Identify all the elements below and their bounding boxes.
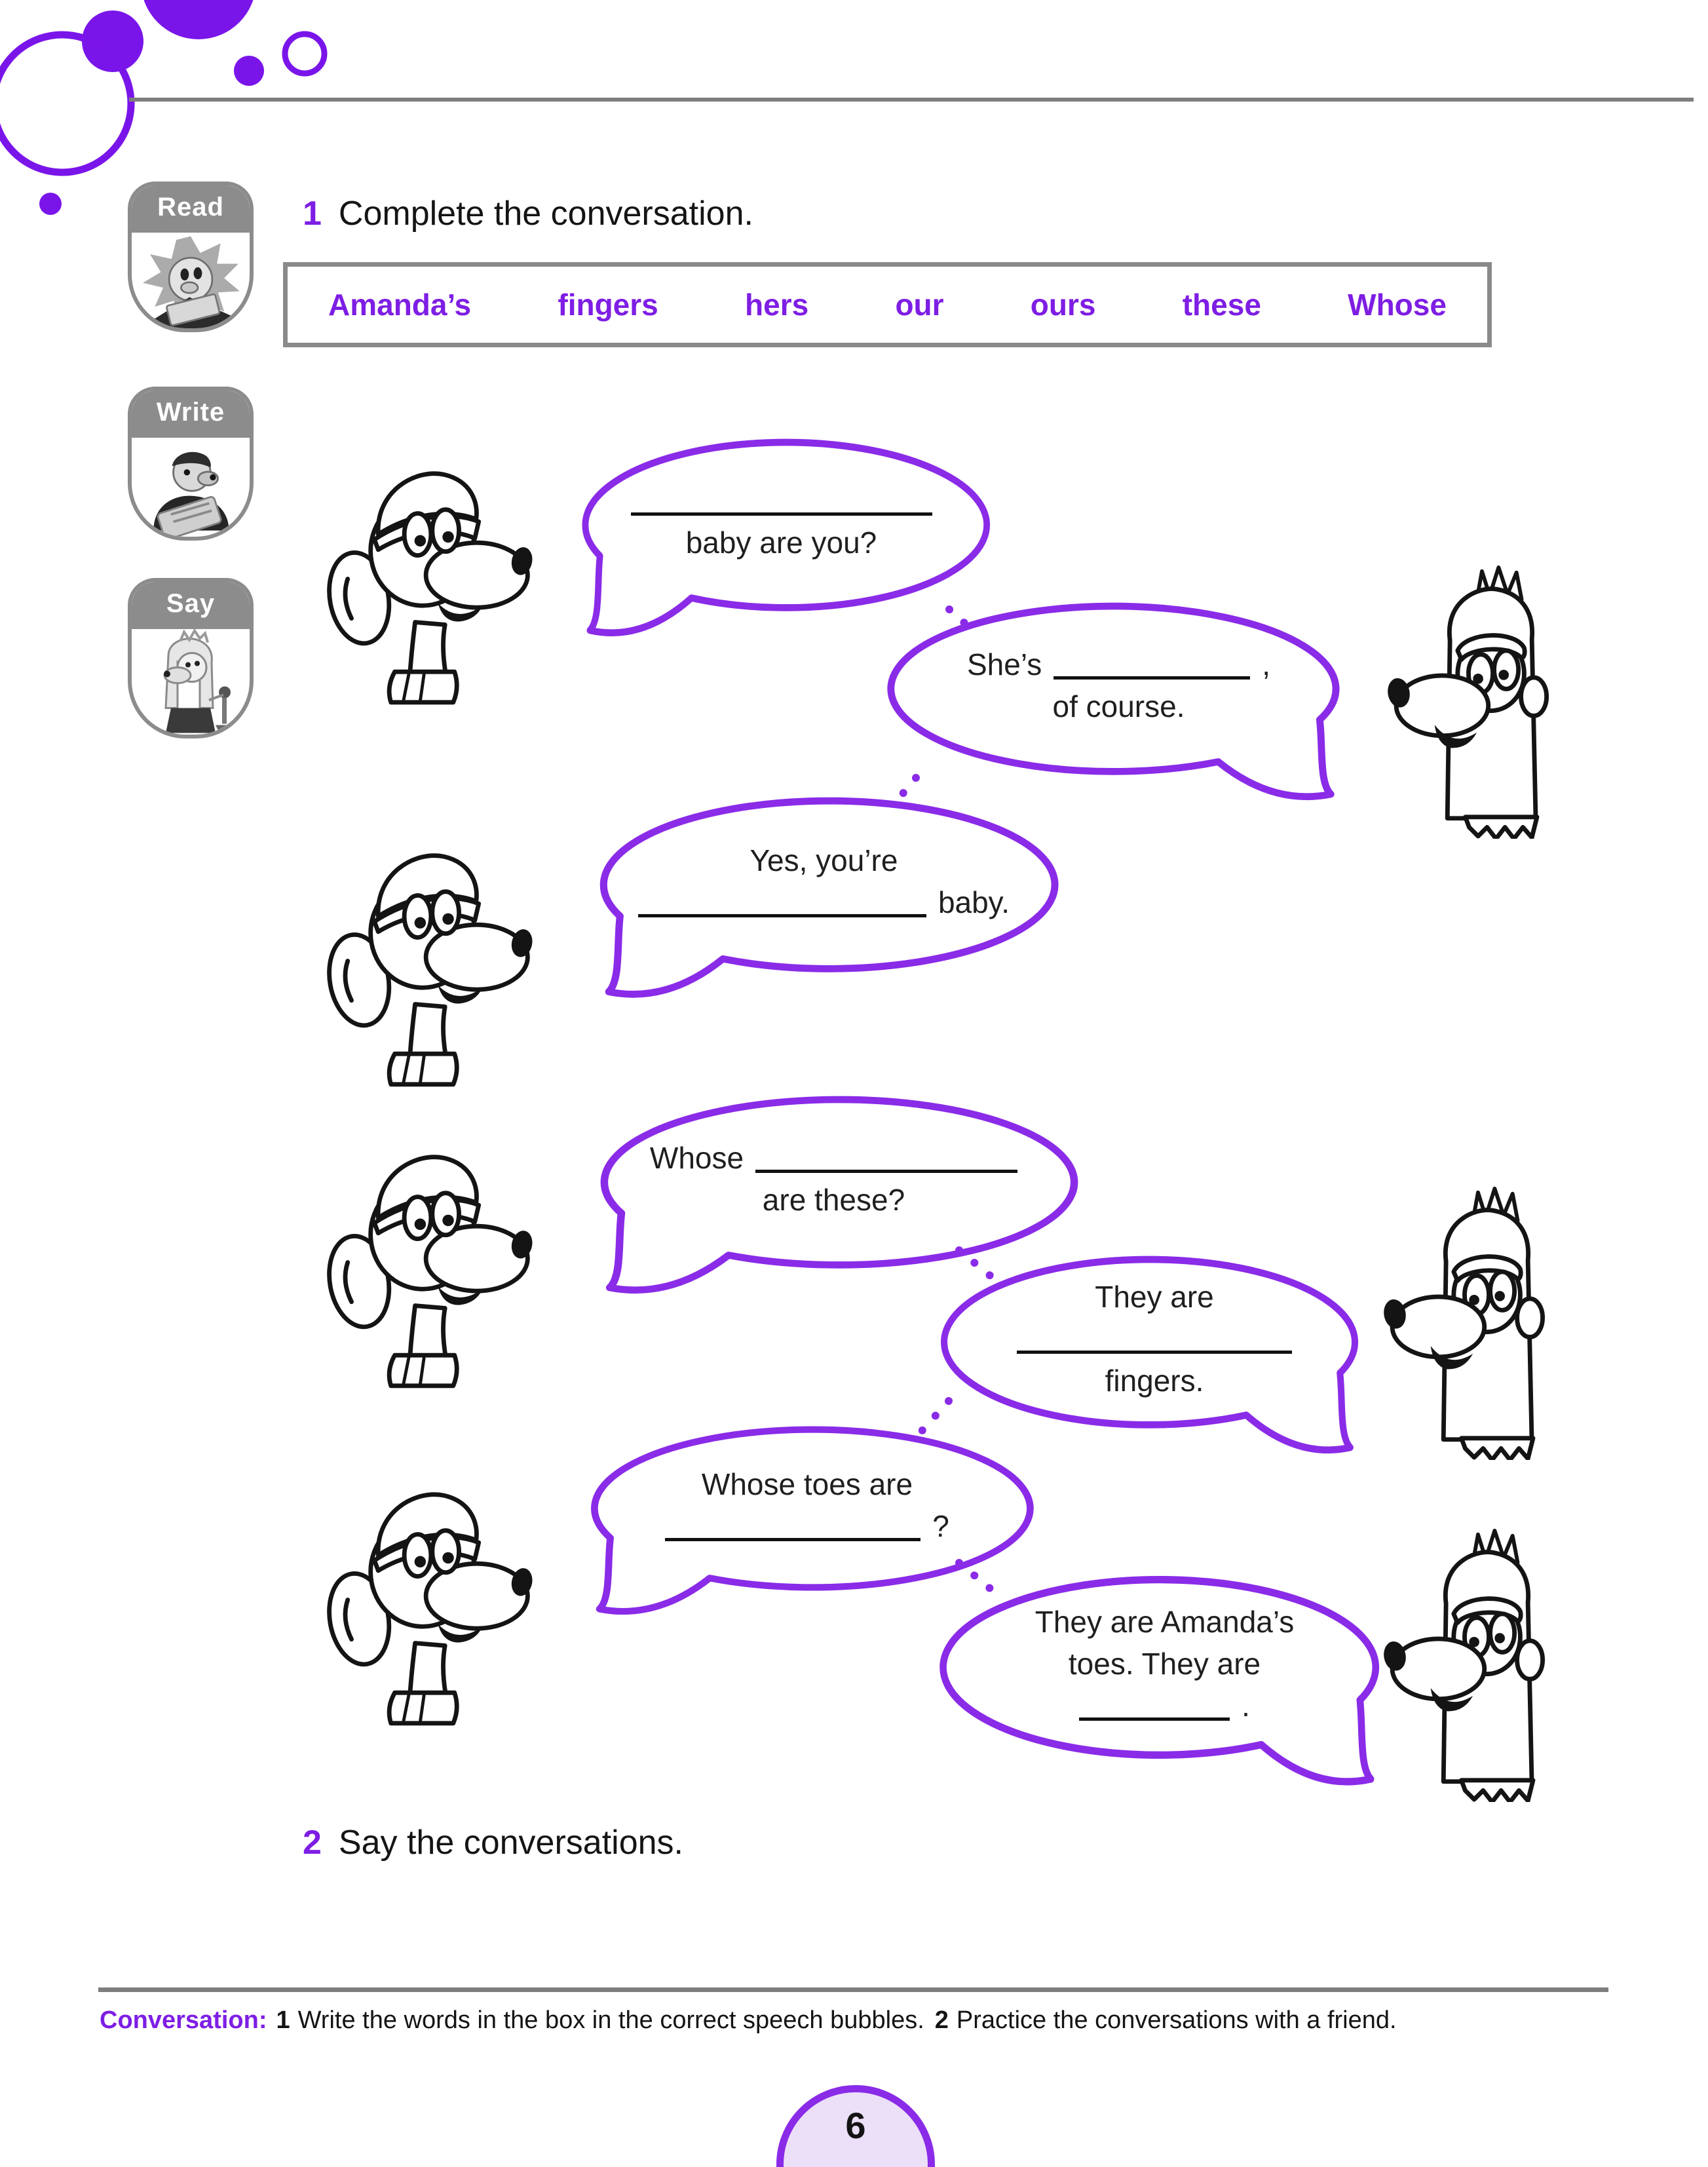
bubble-6-line2-after: ? xyxy=(932,1508,949,1543)
mouse-character xyxy=(320,427,536,709)
word-bank-word: ours xyxy=(1030,288,1096,322)
footer-step2-text: Practice the conversations with a friend. xyxy=(956,2006,1397,2034)
write-badge-label: Write xyxy=(132,391,250,438)
read-badge xyxy=(128,182,254,332)
write-badge-image xyxy=(132,438,250,537)
word-bank-word: hers xyxy=(745,288,809,322)
word-bank-word: Whose xyxy=(1348,288,1447,322)
bubble-5-line1: They are xyxy=(1095,1279,1214,1314)
footer-step1-number: 1 xyxy=(276,2006,290,2034)
answer-blank xyxy=(665,1513,920,1541)
read-badge-image xyxy=(132,233,250,328)
page-number-circle xyxy=(776,2085,935,2167)
exercise-1-number: 1 xyxy=(303,195,322,233)
answer-blank xyxy=(1079,1693,1230,1721)
header-rule xyxy=(129,98,1694,102)
bubble-5-line3: fingers. xyxy=(1105,1363,1204,1398)
footer-label: Conversation: xyxy=(100,2006,267,2034)
bubble-7-line1: They are Amanda’s xyxy=(1034,1604,1295,1639)
princess-speaking-icon xyxy=(132,629,250,735)
speech-bubble-3 xyxy=(586,794,1061,1014)
bubble-4-text xyxy=(621,1098,1046,1257)
bubble-2-line2: of course. xyxy=(1052,689,1185,723)
bubble-1-text xyxy=(599,440,963,600)
bubble-6-text xyxy=(610,1427,1004,1580)
bubble-2-line1-before: She’s xyxy=(966,647,1042,681)
say-badge-label: Say xyxy=(132,582,250,629)
bubble-3-line2-after: baby. xyxy=(938,885,1010,919)
say-badge-image xyxy=(132,629,250,735)
mouse-character xyxy=(320,809,536,1091)
bubble-7-line2: toes. They are xyxy=(1068,1646,1261,1681)
speech-bubble-7 xyxy=(937,1573,1392,1802)
read-badge-label: Read xyxy=(132,185,250,233)
exercise-1-title: Complete the conversation. xyxy=(338,195,753,233)
answer-blank xyxy=(1053,651,1250,680)
answer-blank xyxy=(638,889,926,917)
bubble-2-line1-after: , xyxy=(1262,647,1271,681)
bubble-3-text xyxy=(620,799,1029,961)
bubble-7-line3-after: . xyxy=(1242,1688,1250,1723)
answer-blank xyxy=(755,1145,1017,1173)
word-bank-box xyxy=(283,262,1492,347)
answer-blank xyxy=(1017,1326,1292,1354)
footer-step2-number: 2 xyxy=(934,2006,949,2034)
bubble-6-line1: Whose toes are xyxy=(701,1467,913,1501)
bubble-3-line1: Yes, you’re xyxy=(750,843,898,877)
princess-character xyxy=(1364,1527,1590,1802)
exercise-2-heading xyxy=(303,1823,683,1862)
word-bank-word: our xyxy=(895,288,944,322)
mouse-character xyxy=(320,1111,536,1392)
princess-character xyxy=(1368,564,1594,839)
answer-blank xyxy=(631,488,932,516)
word-bank-word: fingers xyxy=(558,288,658,322)
princess-character xyxy=(1364,1185,1590,1460)
write-badge xyxy=(128,387,254,541)
mouse-character xyxy=(320,1448,536,1730)
bubble-2-text xyxy=(917,604,1320,764)
exercise-1-heading xyxy=(303,194,753,233)
bubble-1-line2: baby are you? xyxy=(685,525,877,560)
bubble-4-line1-before: Whose xyxy=(649,1140,744,1175)
word-bank-word: these xyxy=(1182,288,1261,322)
bubble-4-line2: are these? xyxy=(762,1182,905,1217)
bubble-5-text xyxy=(968,1257,1340,1417)
exercise-2-title: Say the conversations. xyxy=(338,1824,683,1862)
bubble-7-text xyxy=(969,1577,1361,1747)
lion-reading-icon xyxy=(132,233,250,328)
exercise-2-number: 2 xyxy=(303,1824,322,1862)
speech-bubble-2 xyxy=(884,600,1353,816)
footer-rule xyxy=(98,1987,1608,1992)
say-badge xyxy=(128,578,254,738)
page-number: 6 xyxy=(845,2105,866,2146)
footer-instructions xyxy=(100,2006,1620,2035)
mole-writing-icon xyxy=(132,438,250,537)
footer-step1-text: Write the words in the box in the correct speech bubbles. xyxy=(297,2006,924,2034)
word-bank-word: Amanda’s xyxy=(328,288,472,322)
